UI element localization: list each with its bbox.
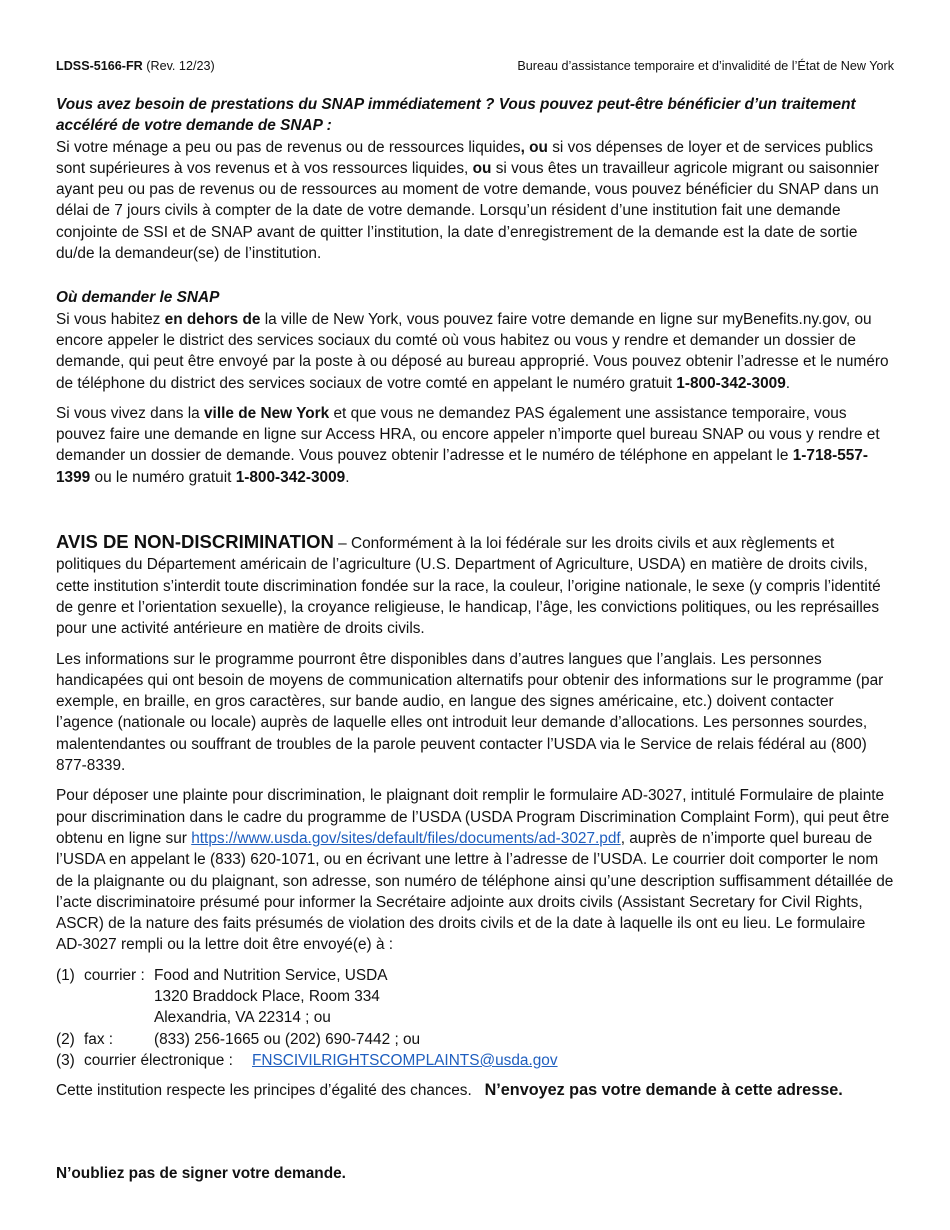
page-header xyxy=(56,58,894,74)
toll-free-phone: 1-800-342-3009 xyxy=(676,374,786,392)
nyc-paragraph: Si vous vivez dans la ville de New York et que vous ne demandez PAS également une assistance temporaire, vous pouvez faire une demande en ligne sur Access HRA, ou encore appeler n’importe quel bureau SNAP ou vous y rendre et demander un dossier de demande. Vous pouvez obtenir l’adresse et le numéro de téléphone en appelant le 1-718-557-1399 ou le numéro gratuit 1-800-342-3009. xyxy=(56,404,880,486)
contact-list xyxy=(56,965,894,1071)
avis-title: AVIS DE NON-DISCRIMINATION xyxy=(56,531,334,553)
ad-3027-link[interactable]: https://www.usda.gov/sites/default/files/documents/ad-3027.pdf xyxy=(191,829,621,847)
sign-reminder: N’oubliez pas de signer votre demande. xyxy=(56,1165,346,1182)
form-code: LDSS-5166-FR xyxy=(56,59,143,73)
contact-mail: (1) courrier : Food and Nutrition Service, USDA 1320 Braddock Place, Room 334 Alexandria, VA 22314 ; ou xyxy=(56,966,388,1027)
contact-fax: (2) fax : (833) 256-1665 ou (202) 690-7442 ; ou xyxy=(56,1030,421,1048)
where-heading: Où demander le SNAP xyxy=(56,289,220,307)
equal-opportunity-text: Cette institution respecte les principes d’égalité des chances. xyxy=(56,1082,472,1100)
agency-name: Bureau d’assistance temporaire et d’invalidité de l’État de New York xyxy=(517,59,894,73)
expedited-paragraph: Si votre ménage a peu ou pas de revenus ou de ressources liquides, ou si vos dépenses de loyer et de services publics sont supérieures à vos revenus et à vos ressources liquides, ou si vous êtes un travailleur agricole migrant ou saisonnier ayant peu ou pas de revenus ou de ressources au moment de votre demande, vous pouvez bénéficier du SNAP dans un délai de 7 jours civils à compter de la date de votre demande. Lorsqu’un résident d’une institution fait une demande conjointe de SSI et de SNAP avant de quitter l’institution, la date d’enregistrement de la demande est la date de sortie du/de la demandeur(se) de l’institution. xyxy=(56,138,879,263)
form-revision: (Rev. 12/23) xyxy=(146,59,215,73)
nyc-phone: 1-718-557-1399 xyxy=(56,447,868,486)
contact-email: (3) courrier électronique : FNSCIVILRIGHTSCOMPLAINTS@usda.gov xyxy=(56,1050,894,1071)
form-id xyxy=(56,58,215,74)
outside-nyc-paragraph: Si vous habitez en dehors de la ville de New York, vous pouvez faire votre demande en ligne sur myBenefits.ny.gov, ou encore appeler le district des services sociaux du comté où vous habitez ou vous y rendre et demander un dossier de demande, qui peut être envoyé par la poste à ou déposé au bureau approprié. Vous pouvez obtenir l’adresse et le numéro de téléphone du district des services sociaux de votre comté en appelant le numéro gratuit 1-800-342-3009. xyxy=(56,310,889,392)
do-not-send-warning: N’envoyez pas votre demande à cette adresse. xyxy=(484,1081,843,1100)
nyc-toll-free-phone: 1-800-342-3009 xyxy=(235,468,346,486)
avis-paragraph-2: Les informations sur le programme pourront être disponibles dans d’autres langues que l’anglais. Les personnes handicapées qui ont besoin de moyens de communication alternatifs pour obtenir des informations sur le programme (par exemple, en braille, en gros caractères, sur bande audio, en langue des signes américaine, etc.) doivent contacter l’agence (nationale ou locale) auprès de laquelle elles ont introduit leur demande d’allocations. Les personnes sourdes, malentendantes ou souffrant de troubles de la parole peuvent contacter l’USDA via le Service de relais fédéral au (800) 877-8339. xyxy=(56,650,884,775)
complaints-email-link[interactable]: FNSCIVILRIGHTSCOMPLAINTS@usda.gov xyxy=(252,1051,558,1069)
closing-line xyxy=(56,1080,894,1101)
expedited-heading: Vous avez besoin de prestations du SNAP immédiatement ? Vous pouvez peut-être bénéficier d’un traitement accéléré de votre demande de SNAP : xyxy=(56,96,856,135)
avis-paragraph-3: Pour déposer une plainte pour discrimination, le plaignant doit remplir le formulaire AD-3027, intitulé Formulaire de plainte pour discrimination dans le cadre du programme de l’USDA (USDA Program Discrimination Complaint Form), qui peut être obtenu en ligne sur https://www.usda.gov/sites/default/files/documents/ad-3027.pdf, auprès de n’importe quel bureau de l’USDA en appelant le (833) 620-1071, ou en écrivant une lettre à l’adresse de l’USDA. Le courrier doit comporter le nom de la plaignante ou du plaignant, son adresse, son numéro de téléphone ainsi qu’une description suffisamment détaillée de l’acte discriminatoire présumé pour informer la Secrétaire adjointe aux droits civils (Assistant Secretary for Civil Rights, ASCR) de la nature des faits présumés de violation des droits civils et de la date à laquelle ils ont eu lieu. Le formulaire AD-3027 rempli ou la lettre doit être envoyé(e) à : xyxy=(56,787,894,954)
avis-paragraph-1: AVIS DE NON-DISCRIMINATION – Conformément à la loi fédérale sur les droits civils et aux règlements et politiques du Département américain de l’agriculture (U.S. Department of Agriculture, USDA) en matière de droits civils, cette institution s’interdit toute discrimination fondée sur la race, la couleur, l’origine nationale, le sexe (y compris l’identité de genre et l’orientation sexuelle), la croyance religieuse, le handicap, l’âge, les convictions politiques, ou les représailles pour une activité antérieure en matière de droits civils. xyxy=(56,531,881,638)
